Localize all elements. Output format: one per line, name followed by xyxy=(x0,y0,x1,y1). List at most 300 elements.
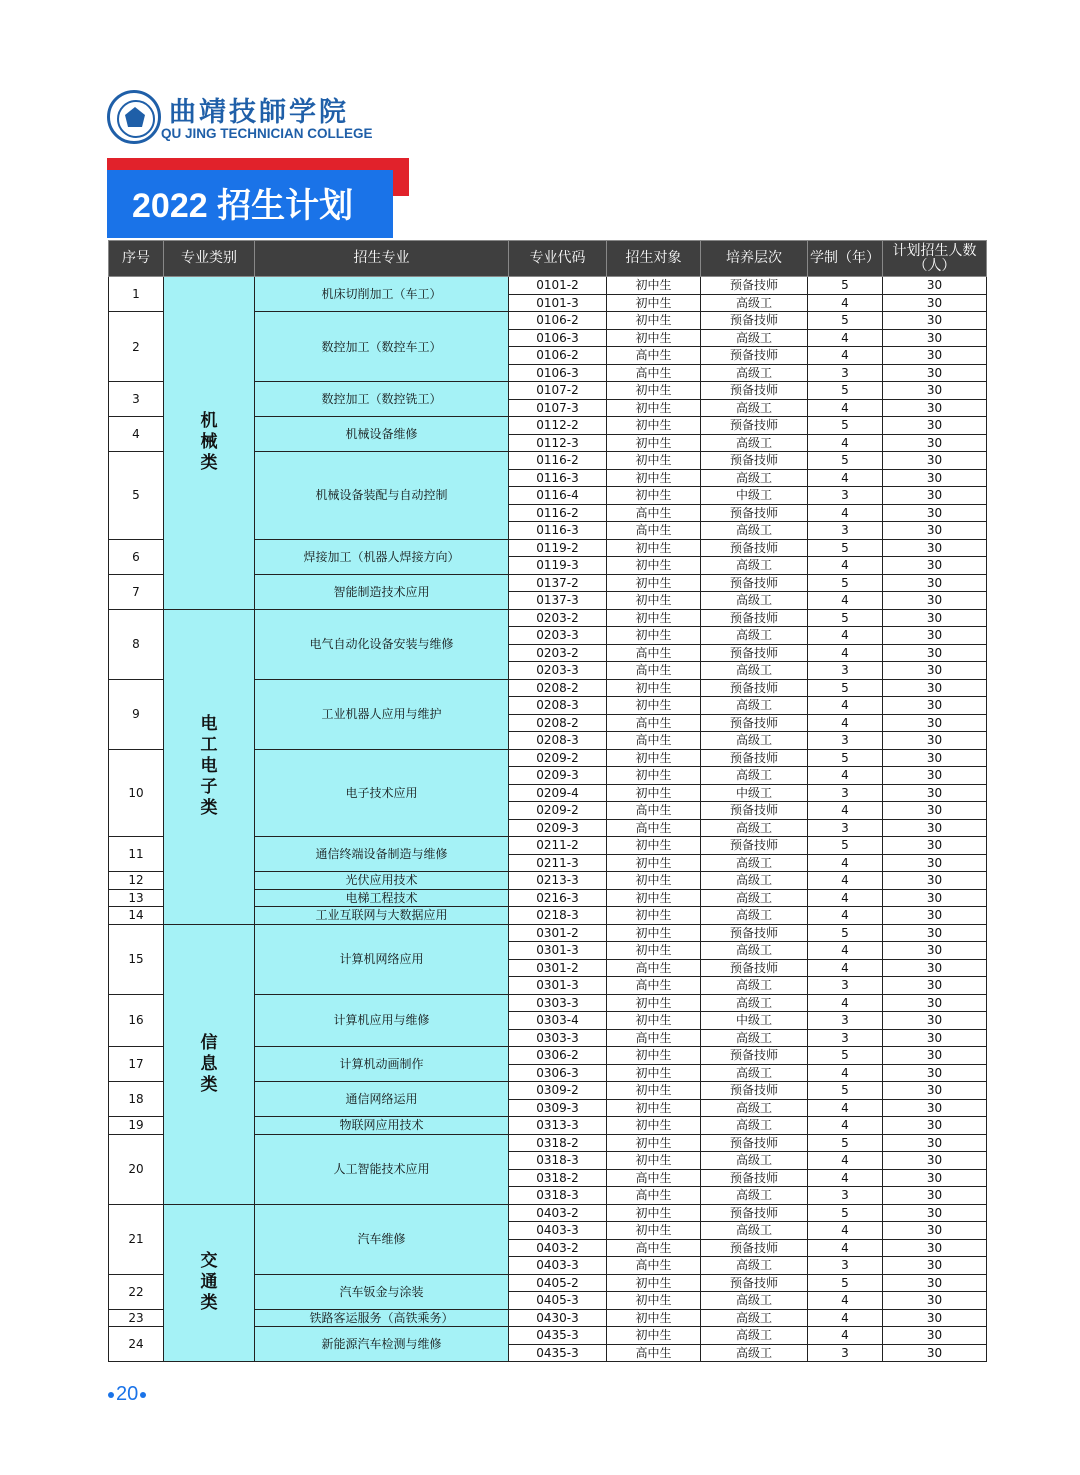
column-header: 招生专业 xyxy=(255,241,509,277)
planned-enrollment: 30 xyxy=(883,837,987,855)
enrollment-target: 高中生 xyxy=(607,977,701,995)
planned-enrollment: 30 xyxy=(883,732,987,750)
major-name: 计算机动画制作 xyxy=(255,1047,509,1082)
study-years: 5 xyxy=(808,1082,883,1100)
major-code: 0303-3 xyxy=(509,994,607,1012)
enrollment-target: 初中生 xyxy=(607,784,701,802)
study-years: 4 xyxy=(808,329,883,347)
major-code: 0301-3 xyxy=(509,977,607,995)
planned-enrollment: 30 xyxy=(883,1047,987,1065)
training-level: 预备技师 xyxy=(701,417,808,435)
planned-enrollment: 30 xyxy=(883,697,987,715)
planned-enrollment: 30 xyxy=(883,1117,987,1135)
planned-enrollment: 30 xyxy=(883,399,987,417)
planned-enrollment: 30 xyxy=(883,627,987,645)
major-code: 0435-3 xyxy=(509,1344,607,1362)
major-name: 光伏应用技术 xyxy=(255,872,509,890)
training-level: 预备技师 xyxy=(701,1082,808,1100)
enrollment-target: 初中生 xyxy=(607,417,701,435)
major-code: 0203-2 xyxy=(509,644,607,662)
enrollment-target: 初中生 xyxy=(607,452,701,470)
major-code: 0309-2 xyxy=(509,1082,607,1100)
major-name: 机械设备装配与自动控制 xyxy=(255,452,509,540)
major-number: 22 xyxy=(109,1274,164,1309)
enrollment-target: 初中生 xyxy=(607,889,701,907)
major-number: 15 xyxy=(109,924,164,994)
training-level: 预备技师 xyxy=(701,644,808,662)
planned-enrollment: 30 xyxy=(883,522,987,540)
column-header: 培养层次 xyxy=(701,241,808,277)
planned-enrollment: 30 xyxy=(883,942,987,960)
major-code: 0403-3 xyxy=(509,1222,607,1240)
major-code: 0112-3 xyxy=(509,434,607,452)
planned-enrollment: 30 xyxy=(883,1204,987,1222)
planned-enrollment: 30 xyxy=(883,1064,987,1082)
enrollment-target: 初中生 xyxy=(607,1047,701,1065)
major-name: 计算机应用与维修 xyxy=(255,994,509,1047)
planned-enrollment: 30 xyxy=(883,469,987,487)
training-level: 高级工 xyxy=(701,1309,808,1327)
training-level: 中级工 xyxy=(701,487,808,505)
major-code: 0119-2 xyxy=(509,539,607,557)
training-level: 预备技师 xyxy=(701,959,808,977)
major-code: 0203-3 xyxy=(509,662,607,680)
planned-enrollment: 30 xyxy=(883,749,987,767)
training-level: 预备技师 xyxy=(701,452,808,470)
training-level: 预备技师 xyxy=(701,504,808,522)
study-years: 5 xyxy=(808,1047,883,1065)
major-name: 汽车维修 xyxy=(255,1204,509,1274)
planned-enrollment: 30 xyxy=(883,1187,987,1205)
category-label: 机械类 xyxy=(200,411,218,474)
major-code: 0403-2 xyxy=(509,1204,607,1222)
major-number: 18 xyxy=(109,1082,164,1117)
planned-enrollment: 30 xyxy=(883,662,987,680)
study-years: 5 xyxy=(808,609,883,627)
study-years: 3 xyxy=(808,1187,883,1205)
major-number: 16 xyxy=(109,994,164,1047)
major-name: 人工智能技术应用 xyxy=(255,1134,509,1204)
enrollment-target: 高中生 xyxy=(607,504,701,522)
planned-enrollment: 30 xyxy=(883,487,987,505)
enrollment-target: 初中生 xyxy=(607,1134,701,1152)
training-level: 高级工 xyxy=(701,1187,808,1205)
planned-enrollment: 30 xyxy=(883,277,987,295)
planned-enrollment: 30 xyxy=(883,767,987,785)
enrollment-target: 初中生 xyxy=(607,627,701,645)
study-years: 4 xyxy=(808,994,883,1012)
major-code: 0116-2 xyxy=(509,504,607,522)
enrollment-target: 初中生 xyxy=(607,924,701,942)
training-level: 高级工 xyxy=(701,819,808,837)
major-name: 智能制造技术应用 xyxy=(255,574,509,609)
page-number: 20 xyxy=(106,1383,148,1406)
enrollment-target: 初中生 xyxy=(607,487,701,505)
training-level: 高级工 xyxy=(701,697,808,715)
planned-enrollment: 30 xyxy=(883,1134,987,1152)
training-level: 预备技师 xyxy=(701,347,808,365)
training-level: 高级工 xyxy=(701,662,808,680)
major-code: 0211-2 xyxy=(509,837,607,855)
training-level: 预备技师 xyxy=(701,539,808,557)
table-header-row xyxy=(109,241,987,277)
category-label: 交通类 xyxy=(200,1251,218,1314)
enrollment-target: 高中生 xyxy=(607,714,701,732)
planned-enrollment: 30 xyxy=(883,1152,987,1170)
training-level: 高级工 xyxy=(701,732,808,750)
major-code: 0209-3 xyxy=(509,767,607,785)
major-code: 0435-3 xyxy=(509,1327,607,1345)
training-level: 预备技师 xyxy=(701,1047,808,1065)
major-name: 机械设备维修 xyxy=(255,417,509,452)
major-code: 0209-2 xyxy=(509,749,607,767)
training-level: 预备技师 xyxy=(701,924,808,942)
training-level: 预备技师 xyxy=(701,679,808,697)
enrollment-target: 初中生 xyxy=(607,854,701,872)
planned-enrollment: 30 xyxy=(883,557,987,575)
training-level: 高级工 xyxy=(701,1327,808,1345)
major-name: 机床切削加工（车工） xyxy=(255,277,509,312)
planned-enrollment: 30 xyxy=(883,802,987,820)
study-years: 4 xyxy=(808,854,883,872)
major-code: 0301-3 xyxy=(509,942,607,960)
major-name: 电梯工程技术 xyxy=(255,889,509,907)
planned-enrollment: 30 xyxy=(883,347,987,365)
planned-enrollment: 30 xyxy=(883,854,987,872)
study-years: 3 xyxy=(808,522,883,540)
major-code: 0119-3 xyxy=(509,557,607,575)
training-level: 高级工 xyxy=(701,329,808,347)
enrollment-target: 初中生 xyxy=(607,1204,701,1222)
planned-enrollment: 30 xyxy=(883,1274,987,1292)
study-years: 5 xyxy=(808,749,883,767)
major-code: 0106-3 xyxy=(509,364,607,382)
major-code: 0318-3 xyxy=(509,1152,607,1170)
planned-enrollment: 30 xyxy=(883,294,987,312)
major-number: 8 xyxy=(109,609,164,679)
major-code: 0116-3 xyxy=(509,469,607,487)
major-code: 0309-3 xyxy=(509,1099,607,1117)
major-code: 0106-2 xyxy=(509,312,607,330)
enrollment-target: 初中生 xyxy=(607,592,701,610)
study-years: 3 xyxy=(808,784,883,802)
major-code: 0137-3 xyxy=(509,592,607,610)
column-header: 专业类别 xyxy=(164,241,255,277)
major-code: 0106-3 xyxy=(509,329,607,347)
enrollment-target: 高中生 xyxy=(607,732,701,750)
major-code: 0301-2 xyxy=(509,959,607,977)
study-years: 5 xyxy=(808,452,883,470)
table-row xyxy=(109,277,987,295)
study-years: 4 xyxy=(808,767,883,785)
planned-enrollment: 30 xyxy=(883,1012,987,1030)
enrollment-target: 高中生 xyxy=(607,347,701,365)
major-code: 0209-3 xyxy=(509,819,607,837)
planned-enrollment: 30 xyxy=(883,994,987,1012)
study-years: 5 xyxy=(808,1204,883,1222)
study-years: 4 xyxy=(808,1222,883,1240)
study-years: 4 xyxy=(808,504,883,522)
planned-enrollment: 30 xyxy=(883,907,987,925)
enrollment-target: 初中生 xyxy=(607,1117,701,1135)
training-level: 高级工 xyxy=(701,592,808,610)
enrollment-target: 初中生 xyxy=(607,574,701,592)
enrollment-target: 初中生 xyxy=(607,1292,701,1310)
major-code: 0107-2 xyxy=(509,382,607,400)
planned-enrollment: 30 xyxy=(883,1082,987,1100)
major-number: 10 xyxy=(109,749,164,837)
study-years: 4 xyxy=(808,907,883,925)
training-level: 高级工 xyxy=(701,889,808,907)
enrollment-target: 初中生 xyxy=(607,837,701,855)
category-cell xyxy=(164,1204,255,1362)
major-code: 0303-4 xyxy=(509,1012,607,1030)
training-level: 预备技师 xyxy=(701,609,808,627)
major-code: 0318-3 xyxy=(509,1187,607,1205)
major-code: 0405-3 xyxy=(509,1292,607,1310)
major-number: 24 xyxy=(109,1327,164,1362)
training-level: 预备技师 xyxy=(701,1274,808,1292)
major-code: 0116-3 xyxy=(509,522,607,540)
enrollment-target: 高中生 xyxy=(607,1344,701,1362)
planned-enrollment: 30 xyxy=(883,1099,987,1117)
enrollment-target: 初中生 xyxy=(607,907,701,925)
column-header: 序号 xyxy=(109,241,164,277)
study-years: 5 xyxy=(808,837,883,855)
training-level: 预备技师 xyxy=(701,802,808,820)
major-code: 0318-2 xyxy=(509,1134,607,1152)
planned-enrollment: 30 xyxy=(883,679,987,697)
training-level: 高级工 xyxy=(701,942,808,960)
category-cell xyxy=(164,609,255,924)
study-years: 4 xyxy=(808,557,883,575)
major-code: 0306-2 xyxy=(509,1047,607,1065)
planned-enrollment: 30 xyxy=(883,872,987,890)
enrollment-target: 初中生 xyxy=(607,1064,701,1082)
planned-enrollment: 30 xyxy=(883,784,987,802)
planned-enrollment: 30 xyxy=(883,1344,987,1362)
study-years: 4 xyxy=(808,889,883,907)
study-years: 4 xyxy=(808,399,883,417)
major-code: 0403-2 xyxy=(509,1239,607,1257)
enrollment-target: 初中生 xyxy=(607,1152,701,1170)
study-years: 4 xyxy=(808,1064,883,1082)
enrollment-target: 高中生 xyxy=(607,1029,701,1047)
planned-enrollment: 30 xyxy=(883,434,987,452)
planned-enrollment: 30 xyxy=(883,924,987,942)
planned-enrollment: 30 xyxy=(883,1029,987,1047)
planned-enrollment: 30 xyxy=(883,1169,987,1187)
major-code: 0216-3 xyxy=(509,889,607,907)
training-level: 高级工 xyxy=(701,364,808,382)
category-label: 信息类 xyxy=(200,1032,218,1095)
planned-enrollment: 30 xyxy=(883,452,987,470)
major-code: 0211-3 xyxy=(509,854,607,872)
training-level: 预备技师 xyxy=(701,714,808,732)
major-code: 0208-3 xyxy=(509,732,607,750)
major-code: 0137-2 xyxy=(509,574,607,592)
study-years: 4 xyxy=(808,1292,883,1310)
major-code: 0208-2 xyxy=(509,714,607,732)
enrollment-target: 初中生 xyxy=(607,767,701,785)
training-level: 预备技师 xyxy=(701,1169,808,1187)
major-number: 9 xyxy=(109,679,164,749)
major-code: 0301-2 xyxy=(509,924,607,942)
training-level: 高级工 xyxy=(701,1292,808,1310)
study-years: 4 xyxy=(808,697,883,715)
study-years: 3 xyxy=(808,1029,883,1047)
major-number: 23 xyxy=(109,1309,164,1327)
study-years: 3 xyxy=(808,1257,883,1275)
training-level: 高级工 xyxy=(701,1257,808,1275)
major-number: 2 xyxy=(109,312,164,382)
planned-enrollment: 30 xyxy=(883,644,987,662)
training-level: 中级工 xyxy=(701,1012,808,1030)
college-logo xyxy=(107,88,407,148)
training-level: 高级工 xyxy=(701,854,808,872)
study-years: 5 xyxy=(808,417,883,435)
study-years: 4 xyxy=(808,469,883,487)
planned-enrollment: 30 xyxy=(883,592,987,610)
planned-enrollment: 30 xyxy=(883,1222,987,1240)
study-years: 4 xyxy=(808,434,883,452)
page-title: 2022 招生计划 xyxy=(132,187,354,225)
enrollment-target: 初中生 xyxy=(607,697,701,715)
study-years: 4 xyxy=(808,872,883,890)
planned-enrollment: 30 xyxy=(883,312,987,330)
enrollment-target: 初中生 xyxy=(607,1327,701,1345)
major-code: 0303-3 xyxy=(509,1029,607,1047)
major-number: 3 xyxy=(109,382,164,417)
major-code: 0213-3 xyxy=(509,872,607,890)
major-code: 0403-3 xyxy=(509,1257,607,1275)
enrollment-target: 初中生 xyxy=(607,399,701,417)
column-header: 计划招生人数（人） xyxy=(883,241,987,277)
study-years: 5 xyxy=(808,1274,883,1292)
major-number: 6 xyxy=(109,539,164,574)
major-code: 0101-2 xyxy=(509,277,607,295)
major-name: 通信网络运用 xyxy=(255,1082,509,1117)
major-code: 0116-2 xyxy=(509,452,607,470)
major-number: 17 xyxy=(109,1047,164,1082)
major-code: 0208-3 xyxy=(509,697,607,715)
major-code: 0209-2 xyxy=(509,802,607,820)
planned-enrollment: 30 xyxy=(883,977,987,995)
study-years: 5 xyxy=(808,574,883,592)
category-cell xyxy=(164,277,255,610)
enrollment-target: 高中生 xyxy=(607,644,701,662)
major-number: 7 xyxy=(109,574,164,609)
college-name-en: QU JING TECHNICIAN COLLEGE xyxy=(161,126,373,141)
enrollment-target: 高中生 xyxy=(607,1239,701,1257)
enrollment-target: 初中生 xyxy=(607,942,701,960)
enrollment-target: 初中生 xyxy=(607,1274,701,1292)
major-name: 汽车钣金与涂装 xyxy=(255,1274,509,1309)
training-level: 高级工 xyxy=(701,1344,808,1362)
column-header: 学制（年） xyxy=(808,241,883,277)
enrollment-target: 初中生 xyxy=(607,434,701,452)
study-years: 4 xyxy=(808,347,883,365)
study-years: 4 xyxy=(808,1309,883,1327)
training-level: 高级工 xyxy=(701,469,808,487)
major-number: 5 xyxy=(109,452,164,540)
study-years: 5 xyxy=(808,1134,883,1152)
study-years: 3 xyxy=(808,364,883,382)
study-years: 5 xyxy=(808,382,883,400)
study-years: 5 xyxy=(808,312,883,330)
major-name: 物联网应用技术 xyxy=(255,1117,509,1135)
training-level: 预备技师 xyxy=(701,749,808,767)
major-name: 数控加工（数控车工） xyxy=(255,312,509,382)
enrollment-target: 初中生 xyxy=(607,1082,701,1100)
training-level: 预备技师 xyxy=(701,312,808,330)
enrollment-target: 初中生 xyxy=(607,557,701,575)
study-years: 5 xyxy=(808,277,883,295)
enrollment-target: 初中生 xyxy=(607,277,701,295)
enrollment-target: 高中生 xyxy=(607,522,701,540)
enrollment-target: 初中生 xyxy=(607,382,701,400)
training-level: 高级工 xyxy=(701,1029,808,1047)
study-years: 4 xyxy=(808,714,883,732)
major-code: 0208-2 xyxy=(509,679,607,697)
major-name: 电气自动化设备安装与维修 xyxy=(255,609,509,679)
study-years: 4 xyxy=(808,1169,883,1187)
major-code: 0405-2 xyxy=(509,1274,607,1292)
major-code: 0209-4 xyxy=(509,784,607,802)
study-years: 4 xyxy=(808,592,883,610)
enrollment-target: 初中生 xyxy=(607,539,701,557)
major-code: 0203-3 xyxy=(509,627,607,645)
study-years: 3 xyxy=(808,662,883,680)
enrollment-target: 高中生 xyxy=(607,662,701,680)
study-years: 4 xyxy=(808,942,883,960)
major-code: 0101-3 xyxy=(509,294,607,312)
planned-enrollment: 30 xyxy=(883,1292,987,1310)
major-number: 11 xyxy=(109,837,164,872)
enrollment-target: 初中生 xyxy=(607,872,701,890)
training-level: 高级工 xyxy=(701,557,808,575)
planned-enrollment: 30 xyxy=(883,1309,987,1327)
enrollment-target: 初中生 xyxy=(607,679,701,697)
major-number: 13 xyxy=(109,889,164,907)
planned-enrollment: 30 xyxy=(883,574,987,592)
major-code: 0313-3 xyxy=(509,1117,607,1135)
major-name: 数控加工（数控铣工） xyxy=(255,382,509,417)
planned-enrollment: 30 xyxy=(883,329,987,347)
study-years: 5 xyxy=(808,679,883,697)
study-years: 3 xyxy=(808,487,883,505)
major-code: 0306-3 xyxy=(509,1064,607,1082)
training-level: 高级工 xyxy=(701,434,808,452)
major-number: 19 xyxy=(109,1117,164,1135)
table-row xyxy=(109,1204,987,1222)
enrollment-target: 初中生 xyxy=(607,294,701,312)
study-years: 4 xyxy=(808,294,883,312)
major-number: 21 xyxy=(109,1204,164,1274)
enrollment-target: 初中生 xyxy=(607,1099,701,1117)
major-name: 工业机器人应用与维护 xyxy=(255,679,509,749)
column-header: 招生对象 xyxy=(607,241,701,277)
enrollment-target: 高中生 xyxy=(607,959,701,977)
major-number: 12 xyxy=(109,872,164,890)
major-name: 铁路客运服务（高铁乘务） xyxy=(255,1309,509,1327)
study-years: 5 xyxy=(808,924,883,942)
enrollment-target: 初中生 xyxy=(607,994,701,1012)
planned-enrollment: 30 xyxy=(883,1327,987,1345)
training-level: 高级工 xyxy=(701,294,808,312)
training-level: 高级工 xyxy=(701,872,808,890)
major-name: 通信终端设备制造与维修 xyxy=(255,837,509,872)
